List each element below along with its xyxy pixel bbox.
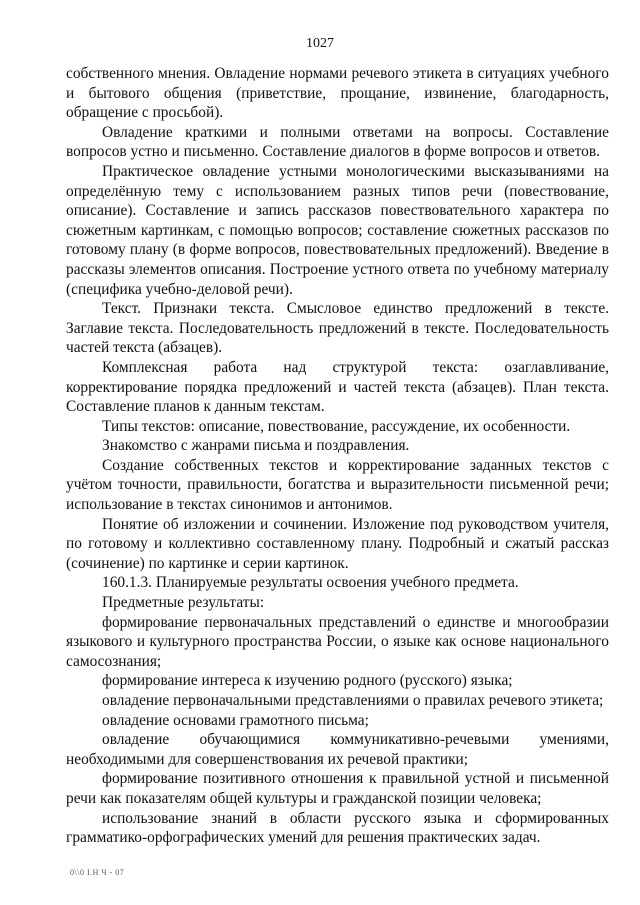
paragraph-monologue: Практическое овладение устными монологическими высказываниями на определённую тему с использованием разных типов речи (повествование, описание). Составление и запись рассказов повествовательного характера по сюжетным картинкам, с помощью вопросов; составление сюжетных рассказов по готовому плану (в форме вопросов, повествовательных предложений). Введение в рассказы элементов описания. Построение устного ответа по учебному материалу (специфика учебно-деловой речи). [66, 162, 609, 298]
paragraph-text-features: Текст. Признаки текста. Смысловое единство предложений в тексте. Заглавие текста. Последовательность предложений в тексте. Последовательность частей текста (абзацев). [66, 300, 609, 357]
section-heading-planned-results: 160.1.3. Планируемые результаты освоения учебного предмета. [102, 574, 519, 592]
paragraph-speech-etiquette: собственного мнения. Овладение нормами речевого этикета в ситуациях учебного и бытового общения (приветствие, прощание, извинение, благодарность, обращение с просьбой). [66, 65, 609, 122]
paragraph-exposition-essay: Понятие об изложении и сочинении. Изложение под руководством учителя, по готовому и коллективно составленному плану. Подробный и сжатый рассказ (сочинение) по картинке и серии картинок. [66, 515, 609, 572]
result-item-communication: овладение обучающимися коммуникативно-речевыми умениями, необходимыми для совершенствования их речевой практики; [66, 731, 609, 768]
paragraph-letter-genres: Знакомство с жанрами письма и поздравления. [102, 437, 410, 455]
subject-results-heading: Предметные результаты: [102, 594, 265, 612]
result-item-etiquette: овладение первоначальными представлениями о правилах речевого этикета; [102, 692, 604, 709]
paragraph-own-texts: Создание собственных текстов и корректирование заданных текстов с учётом точности, правильности, богатства и выразительности письменной речи; использование в текстах синонимов и антонимов. [66, 456, 609, 514]
paragraph-text-structure: Комплексная работа над структурой текста: озаглавливание, корректирование порядка предложений и частей текста (абзацев). План текста. Составление планов к данным текстам. [66, 358, 609, 416]
result-item-unity-diversity: формирование первоначальных представлений о единстве и многообразии языкового и культурного пространства России, о языке как основе национального самосознания; [66, 613, 609, 670]
result-item-interest: формирование интереса к изучению родного (русского) языка; [102, 672, 513, 690]
document-body [66, 64, 609, 848]
paragraph-answers-questions: Овладение краткими и полными ответами на вопросы. Составление вопросов устно и письменно. Составление диалогов в форме вопросов и ответов. [66, 123, 609, 161]
paragraph-text-types: Типы текстов: описание, повествование, рассуждение, их особенности. [102, 417, 571, 435]
result-item-literacy: овладение основами грамотного письма; [102, 711, 369, 729]
footer-code: 0\\0 I.H Ч - 07 [70, 868, 125, 877]
page-number: 1027 [306, 36, 334, 51]
result-item-knowledge-use: использование знаний в области русского языка и сформированных грамматико-орфографических умений для решения практических задач. [66, 809, 609, 847]
result-item-positive-attitude: формирование позитивного отношения к правильной устной и письменной речи как показателям общей культуры и гражданской позиции человека; [66, 770, 609, 807]
